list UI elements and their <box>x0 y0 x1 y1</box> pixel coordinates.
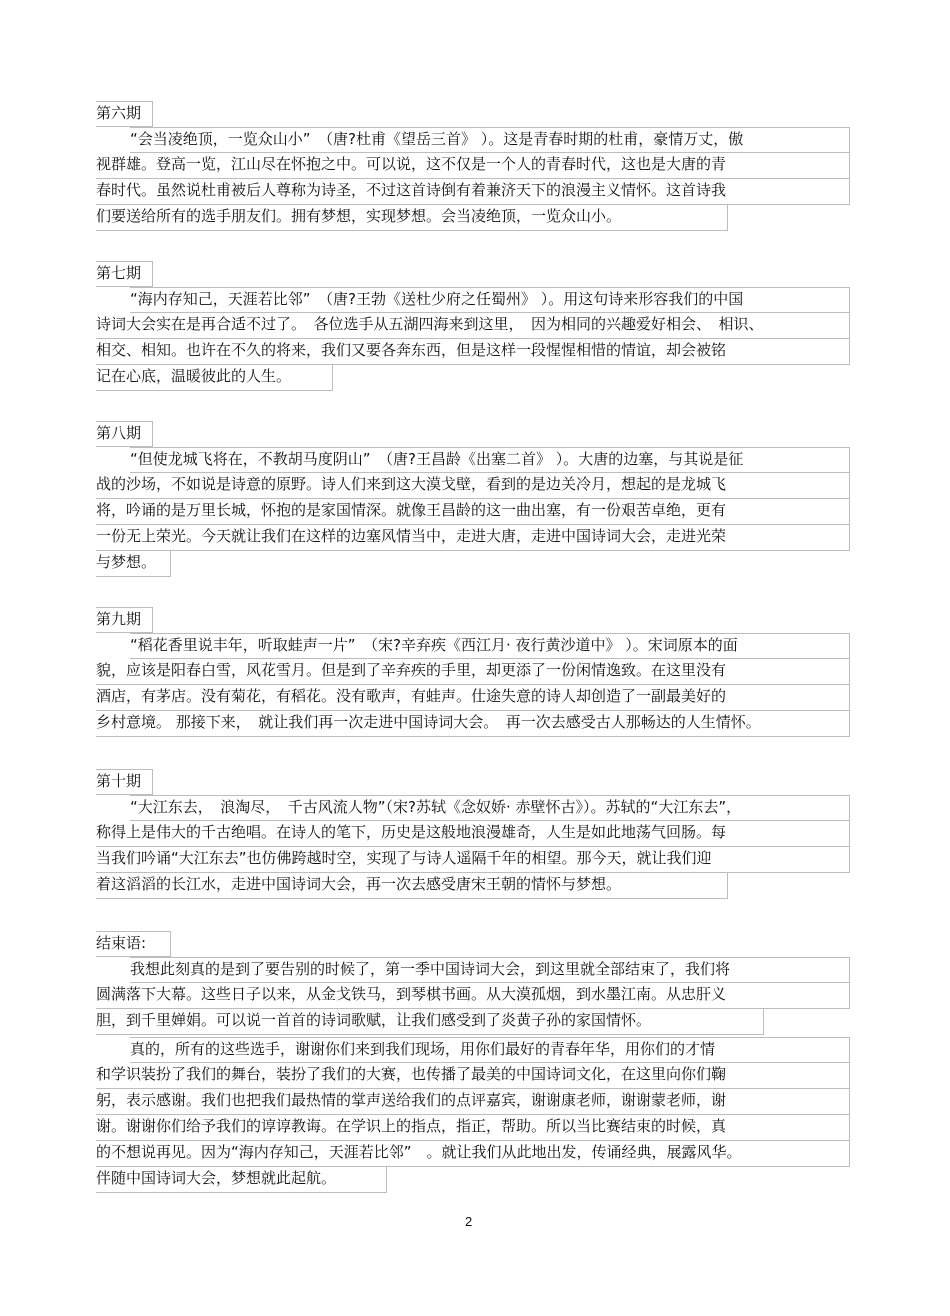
section-heading: 第六期 <box>96 101 153 127</box>
paragraph-line: “会当凌绝顶，一览众山小” （唐?杜甫《望岳三首》 ）。这是青春时期的杜甫，豪情万丈，傲 <box>130 127 850 153</box>
paragraph-line: 相交、相知。也许在不久的将来，我们又要各奔东西，但是这样一段惺惺相惜的情谊，却会被铭 <box>96 339 850 365</box>
paragraph-line: 视群雄。登高一览，江山尽在怀抱之中。可以说，这不仅是一个人的青春时代，这也是大唐的青 <box>96 153 850 179</box>
paragraph-line: 战的沙场，不如说是诗意的原野。诗人们来到这大漠戈壁，看到的是边关冷月，想起的是龙城飞 <box>96 473 850 499</box>
section-heading: 结束语: <box>96 931 171 957</box>
paragraph-line: 称得上是伟大的千古绝唱。在诗人的笔下，历史是这般地浪漫雄奇，人生是如此地荡气回肠。每 <box>96 821 850 847</box>
paragraph-line: 胆，到千里婵娟。可以说一首首的诗词歌赋，让我们感受到了炎黄子孙的家国情怀。 <box>96 1009 764 1035</box>
paragraph-line: 酒店，有茅店。没有菊花，有稻花。没有歌声，有蛙声。仕途失意的诗人却创造了一副最美好的 <box>96 685 850 711</box>
section-heading: 第七期 <box>96 261 153 287</box>
paragraph-line: 乡村意境。 那接下来， 就让我们再一次走进中国诗词大会。 再一次去感受古人那畅达的人生情怀。 <box>96 711 850 737</box>
paragraph-line: 圆满落下大幕。这些日子以来，从金戈铁马，到琴棋书画。从大漠孤烟，到水墨江南。从忠肝义 <box>96 983 850 1009</box>
paragraph-line: 春时代。虽然说杜甫被后人尊称为诗圣，不过这首诗倒有着兼济天下的浪漫主义情怀。这首诗我 <box>96 179 850 205</box>
paragraph-line: “稻花香里说丰年，听取蛙声一片” （宋?辛弃疾《西江月· 夜行黄沙道中》 ）。宋词原本的面 <box>130 633 850 659</box>
paragraph-line: 着这滔滔的长江水，走进中国诗词大会，再一次去感受唐宋王朝的情怀与梦想。 <box>96 873 728 899</box>
paragraph-line: 躬，表示感谢。我们也把我们最热情的掌声送给我们的点评嘉宾，谢谢康老师，谢谢蒙老师，谢 <box>96 1089 850 1115</box>
paragraph-line: 的不想说再见。因为“海内存知己，天涯若比邻” 。就让我们从此地出发，传诵经典，展露风华。 <box>96 1141 850 1167</box>
page-number: 2 <box>465 1214 473 1229</box>
paragraph-line: 们要送给所有的选手朋友们。拥有梦想，实现梦想。会当凌绝顶，一览众山小。 <box>96 205 728 231</box>
paragraph-line: 和学识装扮了我们的舞台，装扮了我们的大赛，也传播了最美的中国诗词文化，在这里向你们鞠 <box>96 1063 850 1089</box>
paragraph-line: 一份无上荣光。今天就让我们在这样的边塞风情当中，走进大唐，走进中国诗词大会，走进光荣 <box>96 525 850 551</box>
paragraph-line: 诗词大会实在是再合适不过了。 各位选手从五湖四海来到这里， 因为相同的兴趣爱好相会、 相识、 <box>96 313 850 339</box>
paragraph-line: 记在心底，温暖彼此的人生。 <box>96 365 333 391</box>
section-heading: 第十期 <box>96 769 153 795</box>
paragraph-line: “海内存知己，天涯若比邻” （唐?王勃《送杜少府之任蜀州》 ）。用这句诗来形容我们的中国 <box>130 287 850 313</box>
paragraph-line: 我想此刻真的是到了要告别的时候了，第一季中国诗词大会，到这里就全部结束了，我们将 <box>130 957 850 983</box>
section-heading: 第八期 <box>96 421 153 447</box>
paragraph-line: 伴随中国诗词大会，梦想就此起航。 <box>96 1167 387 1193</box>
paragraph-line: 真的，所有的这些选手，谢谢你们来到我们现场，用你们最好的青春年华，用你们的才情 <box>130 1037 850 1063</box>
paragraph-line: 貌，应该是阳春白雪，风花雪月。但是到了辛弃疾的手里，却更添了一份闲情逸致。在这里没有 <box>96 659 850 685</box>
paragraph-line: “但使龙城飞将在，不教胡马度阴山” （唐?王昌龄《出塞二首》 ）。大唐的边塞，与其说是征 <box>130 447 850 473</box>
section-heading: 第九期 <box>96 607 153 633</box>
paragraph-line: “大江东去， 浪淘尽， 千古风流人物”（宋?苏轼《念奴娇· 赤壁怀古》）。苏轼的“大江东去”， <box>130 795 850 821</box>
paragraph-line: 谢。谢谢你们给予我们的谆谆教诲。在学识上的指点，指正，帮助。所以当比赛结束的时候，真 <box>96 1115 850 1141</box>
paragraph-line: 当我们吟诵“大江东去”也仿佛跨越时空，实现了与诗人遥隔千年的相望。那今天，就让我们迎 <box>96 847 850 873</box>
paragraph-line: 与梦想。 <box>96 551 171 577</box>
paragraph-line: 将，吟诵的是万里长城，怀抱的是家国情深。就像王昌龄的这一曲出塞，有一份艰苦卓绝，更有 <box>96 499 850 525</box>
